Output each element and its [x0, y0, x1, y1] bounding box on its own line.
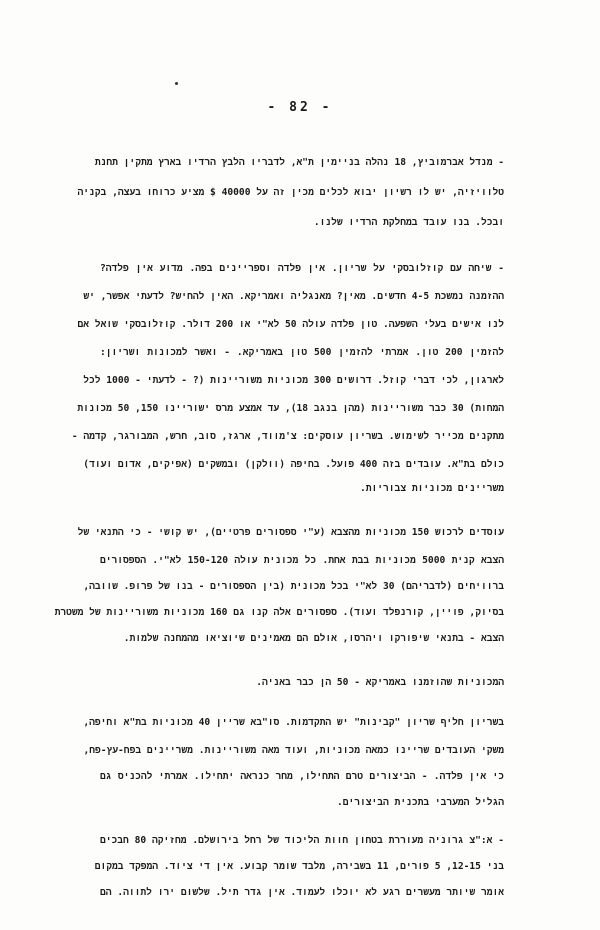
text-line: מתקנים מכייר לשימוש. בשריון עוסקים: צ'מווד, ארגז, סוב, חרש, המבורגר, קדמה -	[71, 431, 504, 442]
text-line: - שיחה עם קוזלובסקי על שריון. אין פלדה וספריינים בפה. מדוע אין פלדה?	[100, 263, 504, 274]
text-line: בני 12-15, 5 פורים, 11 בשבירה, מלבד שומר קבוע. אין די ציוד. המפקד במקום	[94, 861, 504, 872]
text-line: בסיוק, פויין, קורנפלד ועוד). ספסורים אלה קנו גם 160 מכוניות משוריינות של משטרת	[54, 607, 504, 618]
text-line: בשריון חליף שריון "קבינות" יש התקדמות. סו"בא שריין 40 מכוניות בת"א וחיפה,	[83, 717, 504, 728]
text-line: לנו אישים בעלי השפעה. טון פלדה עולה 50 לא"י או 200 דולר. קוזלובסקי שואל אם	[77, 319, 504, 330]
text-line: הצבא קנית 5000 מכוניות בבת אחת. כל מכונית עולה 150-120 לא"י. הספסורים	[100, 555, 504, 566]
text-line: הצבא - בתנאי שיפורקו ויהרסו, אולם הם מאמינים שיוציאו מהמחנה שלמות.	[123, 633, 504, 644]
text-line: משקי העובדים שריינו כמאה מכוניות, ועוד מאה משוריינות. משריינים בפח-עץ-פח,	[83, 745, 504, 756]
text-line: ברוויחים (לדבריהם) 30 לא"י בכל מכונית (בין הספסורים - בנו של פרופ. שוובה,	[83, 581, 504, 592]
text-line: כולם בת"א. עובדים בזה 400 פועל. בחיפה (וולקן) ובמשקים (אפיקים, אדום ועוד)	[83, 459, 504, 470]
text-line: הגליל המערבי בתכנית הביצורים.	[336, 797, 504, 808]
scan-speck	[175, 82, 178, 85]
text-line: המכוניות שהוזמנו באמריקא - 50 הן כבר באניה.	[256, 677, 504, 688]
text-line: - א:"צ גרוניה מעוררת בטחון חוות הליכוד של רחל בירושלם. מחזיקה 80 חבכים	[100, 835, 505, 846]
text-line: ובכל. בנו עובד במחלקת הרדיו שלנו.	[313, 217, 504, 228]
text-line: המחות) 30 כבר משוריינות (מהן בנגב 18), עד אמצע מרס ישוריינו 150, 50 מכונות	[77, 403, 504, 414]
page-number: - 82 -	[267, 100, 333, 115]
text-line: ההזמנה נמשכת 4-5 חדשים. מאין? מאנגליה ואמריקא. האין להחיש? לדעתי אפשר, יש	[83, 291, 504, 302]
text-line: אומר שיותר מעשרים רגע לא יוכלו לעמוד. אין גדר תיל. שלשום ירו לתווה. הם	[100, 887, 504, 898]
text-line: לארגון, לכי דברי קוזל. דרושים 300 מכוניות משוריינות (? - לדעתי - 1000 לכל	[83, 375, 504, 386]
text-line: משריינים מכוניות צבוריות.	[360, 483, 504, 494]
text-line: עוסדים לרכוש 150 מכוניות מהצבא (ע"י ספסורים פרטיים), יש קושי - כי התנאי של	[77, 527, 504, 538]
text-line: כי אין פלדה. - הביצורים טרם התחילו, מחר כנראה יתחילו. אמרתי להכניס גם	[100, 771, 504, 782]
text-line: טלוויזיה, יש לו רשיון יבוא לכלים מכין זה על 40000 $ מציע כרוחו בעצה, בקניה	[77, 187, 504, 198]
text-line: להזמין 200 טון. אמרתי להזמין 500 טון באמריקא. - ואשר למכונות ושריון:	[100, 347, 504, 358]
text-line: - מנדל אברמוביץ, 18 נהלה בניימין ת"א, לדבריו הלבץ הרדיו בארץ מתקין תחנת	[94, 157, 504, 168]
